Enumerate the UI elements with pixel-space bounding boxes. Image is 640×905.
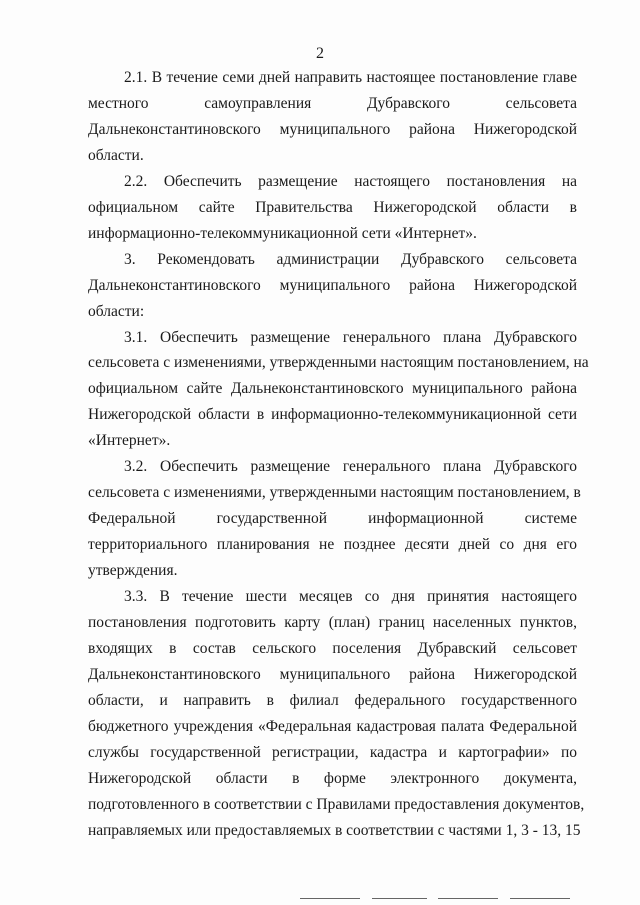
text-line: официальном сайте Правительства Нижегородской области в xyxy=(88,199,577,216)
text-line: 3.2. Обеспечить размещение генерального плана Дубравского xyxy=(124,458,577,475)
text-line: 3.3. В течение шести месяцев со дня принятия настоящего xyxy=(124,588,577,605)
text-line: области, и направить в филиал федерального государственного xyxy=(88,692,577,709)
text-line: 2.2. Обеспечить размещение настоящего постановления на xyxy=(124,173,577,190)
text-line: Дальнеконстантиновского муниципального района Нижегородской xyxy=(88,121,577,138)
text-line: бюджетного учреждения «Федеральная кадастровая палата Федеральной xyxy=(88,718,577,735)
text-line: Дальнеконстантиновского муниципального района Нижегородской xyxy=(88,277,577,294)
text-line: официальном сайте Дальнеконстантиновского муниципального района xyxy=(88,380,577,397)
text-line: постановления подготовить карту (план) границ населенных пунктов, xyxy=(88,614,577,631)
footer-rule xyxy=(300,898,360,899)
text-line: области: xyxy=(88,303,145,320)
text-line: территориального планирования не позднее десяти дней со дня его xyxy=(88,536,577,553)
footer-rule xyxy=(372,898,427,899)
footer-rule xyxy=(438,898,498,899)
text-line: 3.1. Обеспечить размещение генерального плана Дубравского xyxy=(124,329,577,346)
text-line: 3. Рекомендовать администрации Дубравского сельсовета xyxy=(124,251,577,268)
text-line: Нижегородской области в информационно-телекоммуникационной сети xyxy=(88,406,577,423)
text-line: информационно-телекоммуникационной сети «Интернет». xyxy=(88,225,477,242)
text-line: сельсовета с изменениями, утвержденными настоящим постановлением, в xyxy=(88,484,581,501)
text-line: утверждения. xyxy=(88,562,178,579)
page-number: 2 xyxy=(316,45,324,62)
text-line: Федеральной государственной информационной системе xyxy=(88,510,577,527)
text-line: сельсовета с изменениями, утвержденными настоящим постановлением, на xyxy=(88,354,589,371)
text-line: подготовленного в соответствии с Правилами предоставления документов, xyxy=(88,796,585,813)
text-line: входящих в состав сельского поселения Дубравский сельсовет xyxy=(88,640,577,657)
footer-rule xyxy=(510,898,570,899)
text-line: области. xyxy=(88,147,144,164)
text-line: направляемых или предоставляемых в соответствии с частями 1, 3 - 13, 15 xyxy=(88,822,581,839)
text-line: «Интернет». xyxy=(88,432,171,449)
text-line: службы государственной регистрации, кадастра и картографии» по xyxy=(88,744,577,761)
text-line: местного самоуправления Дубравского сельсовета xyxy=(88,95,577,112)
text-line: Дальнеконстантиновского муниципального района Нижегородской xyxy=(88,666,577,683)
text-line: Нижегородской области в форме электронного документа, xyxy=(88,770,577,787)
text-line: 2.1. В течение семи дней направить настоящее постановление главе xyxy=(124,69,577,86)
